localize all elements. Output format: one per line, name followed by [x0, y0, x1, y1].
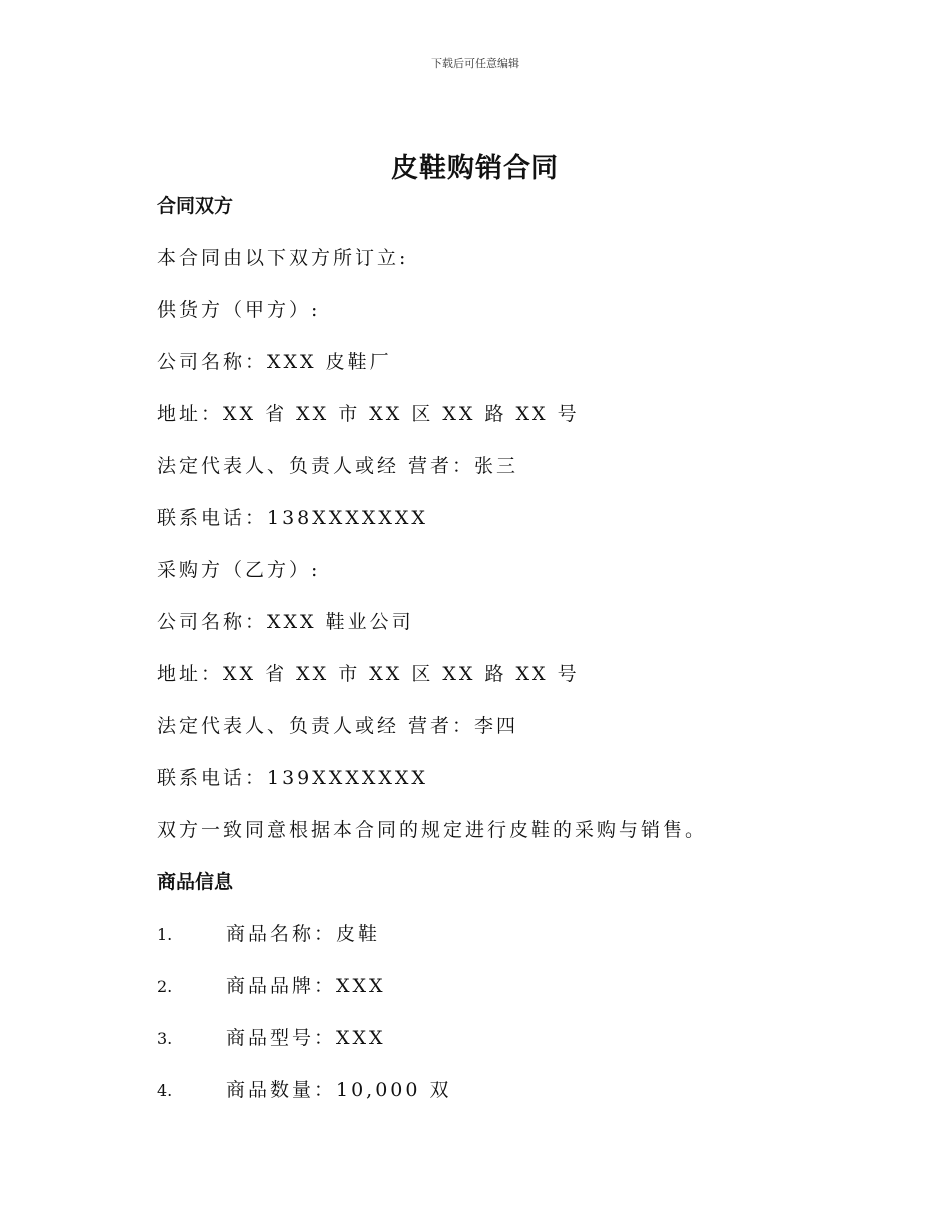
- list-number: 4.: [157, 1081, 173, 1100]
- list-item: [157, 972, 857, 1024]
- list-text: 商品数量：10,000 双: [226, 1079, 452, 1101]
- section-heading-product: 商品信息: [157, 871, 234, 893]
- header-note: 下载后可任意编辑: [431, 57, 519, 70]
- list-number: 2.: [157, 977, 173, 996]
- document-body: [157, 192, 857, 1128]
- supplier-label: 供货方（甲方）:: [157, 299, 321, 321]
- list-number: 1.: [157, 925, 173, 944]
- buyer-phone: 联系电话：139XXXXXXX: [157, 767, 428, 789]
- list-number: 3.: [157, 1029, 173, 1048]
- buyer-label: 采购方（乙方）:: [157, 559, 321, 581]
- list-item: [157, 920, 857, 972]
- supplier-address: 地址：XX 省 XX 市 XX 区 XX 路 XX 号: [157, 403, 580, 425]
- supplier-representative: 法定代表人、负责人或经 营者：张三: [157, 455, 519, 477]
- buyer-company: 公司名称：XXX 鞋业公司: [157, 611, 414, 633]
- buyer-representative: 法定代表人、负责人或经 营者：李四: [157, 715, 519, 737]
- document-title: 皮鞋购销合同: [391, 153, 559, 184]
- buyer-address: 地址：XX 省 XX 市 XX 区 XX 路 XX 号: [157, 663, 580, 685]
- list-item: [157, 1076, 857, 1128]
- supplier-company: 公司名称：XXX 皮鞋厂: [157, 351, 392, 373]
- supplier-phone: 联系电话：138XXXXXXX: [157, 507, 428, 529]
- list-item: [157, 1024, 857, 1076]
- intro-line: 本合同由以下双方所订立:: [157, 247, 409, 269]
- list-text: 商品名称：皮鞋: [226, 923, 381, 945]
- list-text: 商品型号：XXX: [226, 1027, 386, 1049]
- section-heading-parties: 合同双方: [157, 195, 234, 217]
- agreement-statement: 双方一致同意根据本合同的规定进行皮鞋的采购与销售。: [157, 819, 708, 841]
- list-text: 商品品牌：XXX: [226, 975, 386, 997]
